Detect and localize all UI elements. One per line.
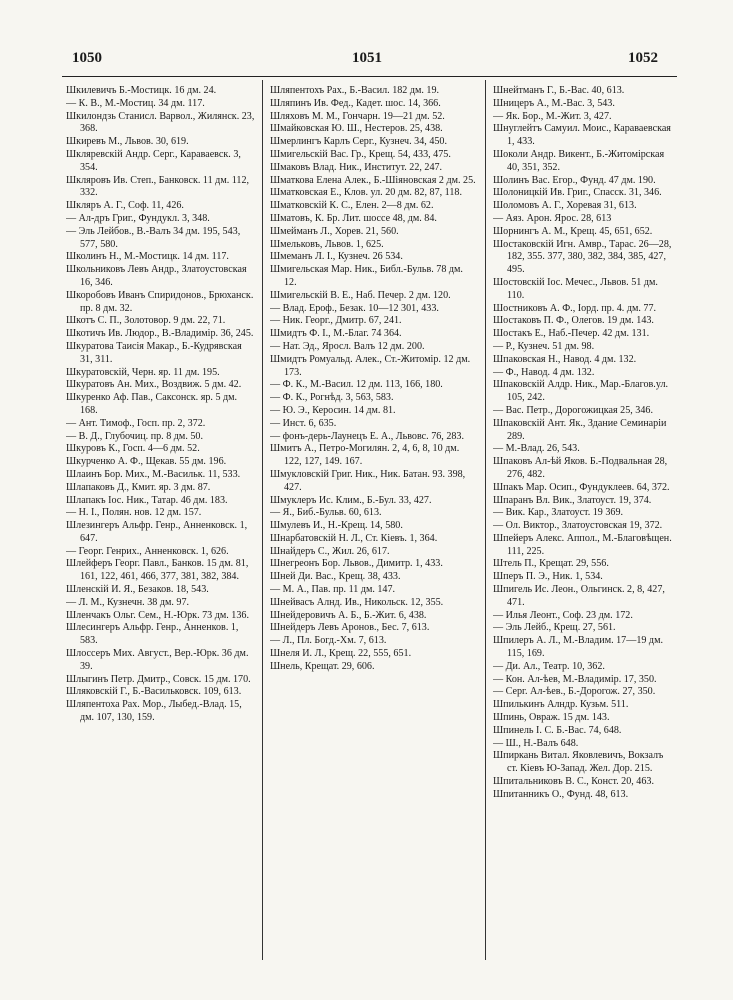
- directory-entry: Шлыгинъ Петр. Дмитр., Совск. 15 дм. 170.: [66, 673, 251, 685]
- directory-entry: Шнейвасъ Алнд. Ив., Никольск. 12, 355.: [270, 596, 444, 608]
- column-divider: [262, 80, 263, 960]
- directory-entry: Шпитальниковъ В. С., Конст. 20, 463.: [493, 776, 654, 788]
- directory-entry: — Ф., Навод. 4 дм. 132.: [493, 366, 595, 378]
- directory-entry: Шматовъ, К. Бр. Лит. шоссе 48, дм. 84.: [270, 212, 437, 224]
- directory-entry: — Инст. 6, 635.: [270, 417, 337, 429]
- directory-entry: Шмаковъ Влад. Ник., Институт. 22, 247.: [270, 161, 443, 173]
- directory-entry: — Нат. Эд., Яросл. Валъ 12 дм. 200.: [270, 340, 425, 352]
- directory-entry: Шлаинъ Бор. Мих., М.-Васильк. 11, 533.: [66, 468, 241, 480]
- directory-entry: — Ф. К., М.-Васил. 12 дм. 113, 166, 180.: [270, 379, 443, 391]
- directory-entry: Шпиркань Витал. Яковлевичъ, Вокзалъ ст. Кіевъ Ю-Запад. Жел. Дор. 215.: [493, 750, 664, 775]
- directory-entry: — Як. Бор., М.-Жит. 3, 427.: [493, 110, 612, 122]
- directory-entry: Шляпентохъ Рах., Б.-Васил. 182 дм. 19.: [270, 85, 440, 96]
- directory-entry: Шпаковская Н., Навод. 4 дм. 132.: [493, 353, 637, 365]
- directory-column-3: [493, 85, 675, 985]
- directory-entry: Шкотъ С. П., Золотовор. 9 дм. 22, 71.: [66, 315, 226, 327]
- directory-entry: Шлапакъ Іос. Ник., Татар. 46 дм. 183.: [66, 494, 228, 506]
- directory-entry: Шмеманъ Л. І., Кузнеч. 26 534.: [270, 251, 403, 263]
- directory-entry: Шпаранъ Вл. Вик., Златоуст. 19, 374.: [493, 494, 652, 506]
- directory-entry: Шкиревъ М., Львов. 30, 619.: [66, 136, 189, 148]
- directory-entry: Шкилевичъ Б.-Мостицк. 16 дм. 24.: [66, 85, 217, 96]
- directory-entry: — Аяз. Арон. Ярос. 28, 613: [493, 212, 612, 224]
- directory-entry: Шкилондзь Станисл. Варвол., Жилянск. 23, 368.: [66, 110, 255, 135]
- directory-entry: — М. А., Пав. пр. 11 дм. 147.: [270, 584, 396, 596]
- directory-entry: Шнарбатовскій Н. Л., Ст. Кіевъ. 1, 364.: [270, 532, 438, 544]
- directory-entry: Шнейтманъ Г., Б.-Вас. 40, 613.: [493, 85, 625, 96]
- directory-entry: Шкурченко А. Ф., Щекав. 55 дм. 196.: [66, 456, 227, 468]
- directory-entry: Шнейдеровичъ А. Б., Б.-Жит. 6, 438.: [270, 609, 427, 621]
- directory-entry: Шкуровъ К., Госп. 4—6 дм. 52.: [66, 443, 200, 455]
- directory-entry: — Вас. Петр., Дорогожицкая 25, 346.: [493, 404, 653, 416]
- directory-entry: — Н. І., Полян. нов. 12 дм. 157.: [66, 507, 202, 519]
- directory-entry: Шлапаковъ Д., Кмит. яр. 3 дм. 87.: [66, 481, 211, 493]
- directory-entry: Шлесингеръ Альфр. Генр., Анненков. 1, 583.: [66, 622, 239, 647]
- column-divider: [485, 80, 486, 960]
- directory-entry: Шкляръ А. Г., Соф. 11, 426.: [66, 200, 184, 212]
- directory-entry: Шнуглейтъ Самуил. Моис., Караваевская 1, 433.: [493, 123, 671, 148]
- directory-entry: Шкуратовъ Ан. Мих., Воздвиж. 5 дм. 42.: [66, 379, 242, 391]
- directory-entry: — Ник. Георг., Дмитр. 67, 241.: [270, 315, 402, 327]
- directory-entry: Шмукловскій Григ. Ник., Ник. Батан. 93. 398, 427.: [270, 468, 466, 493]
- directory-entry: — Л., Пл. Богд.-Хм. 7, 613.: [270, 635, 387, 647]
- directory-entry: Шкотичъ Ив. Людор., В.-Владимір. 36, 245.: [66, 328, 254, 340]
- directory-entry: — Кон. Ал-ѣев, М.-Владимір. 17, 350.: [493, 673, 657, 685]
- directory-entry: Шостаковъ П. Ф., Олегов. 19 дм. 143.: [493, 315, 654, 327]
- page-number-middle: 1051: [352, 50, 382, 66]
- directory-entry: Шляпинъ Ив. Фед., Кадет. шос. 14, 366.: [270, 97, 441, 109]
- directory-entry: Шленчакъ Ольг. Сем., Н.-Юрк. 73 дм. 136.: [66, 609, 249, 621]
- directory-entry: Шолоницкій Ив. Григ., Спасск. 31, 346.: [493, 187, 662, 199]
- directory-entry: Шмерлингъ Карлъ Серг., Кузнеч. 34, 450.: [270, 136, 447, 148]
- directory-entry: Шпаковъ Ал-ѣй Яков. Б.-Подвальная 28, 276, 482.: [493, 456, 668, 480]
- directory-entry: — Ал-дръ Григ., Фундукл. 3, 348.: [66, 212, 210, 224]
- directory-entry: Шкоробовъ Иванъ Спиридонов., Брюханск. пр. 8 дм. 32.: [66, 289, 254, 314]
- directory-entry: Шмидтъ Ф. І., М.-Благ. 74 364.: [270, 328, 402, 340]
- directory-entry: Школьниковъ Левъ Андр., Златоустовская 16, 346.: [66, 264, 247, 288]
- directory-entry: Шкуратова Таисія Макар., Б.-Кудрявская 31, 311.: [66, 340, 242, 365]
- directory-entry: Шпилеръ А. Л., М.-Владим. 17—19 дм. 115, 169.: [493, 635, 663, 660]
- directory-entry: — К. В., М.-Мостиц. 34 дм. 117.: [66, 97, 205, 109]
- directory-entry: Шляховъ М. М., Гончарн. 19—21 дм. 52.: [270, 110, 445, 122]
- directory-entry: Шмулевъ И., Н.-Крещ. 14, 580.: [270, 520, 403, 532]
- directory-entry: — Ю. Э., Керосин. 14 дм. 81.: [270, 404, 396, 416]
- directory-entry: Шостаковскій Игн. Амвр., Тарас. 26—28, 182, 355. 377, 380, 382, 384, 385, 427, 495.: [493, 238, 672, 276]
- directory-entry: — В. Д., Глубочиц. пр. 8 дм. 50.: [66, 430, 203, 442]
- directory-entry: Шницеръ А., М.-Вас. 3, 543.: [493, 97, 615, 109]
- directory-entry: — Л. М., Кузнечн. 38 дм. 97.: [66, 596, 190, 608]
- directory-entry: — фонъ-дерь-Лаунецъ Е. А., Львовс. 76, 283.: [270, 430, 465, 442]
- directory-entry: Шпаковскій Ант. Як., Здание Семинаріи 289.: [493, 417, 667, 442]
- directory-entry: Шостакъ Е., Наб.-Печер. 42 дм. 131.: [493, 328, 650, 340]
- directory-entry: Шостниковъ А. Ф., Іорд. пр. 4. дм. 77.: [493, 302, 657, 314]
- directory-entry: Шпакъ Мар. Осип., Фундуклеев. 64, 372.: [493, 481, 670, 493]
- directory-entry: Шкляревскій Андр. Серг., Караваевск. 3, 354.: [66, 148, 241, 173]
- page-number-left: 1050: [72, 50, 102, 66]
- directory-entry: Шленскій И. Я., Безаков. 18, 543.: [66, 584, 209, 596]
- directory-entry: Шостовскій Іос. Мечес., Львов. 51 дм. 110.: [493, 276, 658, 301]
- directory-entry: Шлейферъ Георг. Павл., Банков. 15 дм. 81, 161, 122, 461, 466, 377, 381, 382, 384.: [66, 558, 249, 583]
- directory-column-1: [66, 85, 256, 985]
- directory-entry: — Влад. Ероф., Безак. 10—12 301, 433.: [270, 302, 439, 314]
- directory-entry: — Эль Лейб., Крещ. 27, 561.: [493, 622, 616, 634]
- directory-entry: Шмигельскій В. Е., Наб. Печер. 2 дм. 120.: [270, 289, 451, 301]
- directory-entry: Шоломовъ А. Г., Хоревая 31, 613.: [493, 200, 637, 212]
- directory-entry: — Ол. Виктор., Златоустовская 19, 372.: [493, 520, 663, 532]
- directory-entry: Школинъ Н., М.-Мостицк. 14 дм. 117.: [66, 251, 229, 263]
- directory-entry: — Р., Кузнеч. 51 дм. 98.: [493, 340, 595, 352]
- directory-entry: Шпинь, Овраж. 15 дм. 143.: [493, 712, 610, 724]
- directory-entry: Шпитанникъ О., Фунд. 48, 613.: [493, 788, 629, 800]
- directory-entry: Шнайдеръ С., Жил. 26, 617.: [270, 545, 390, 557]
- directory-entry: Шпаковскій Алдр. Ник., Мар.-Благов.ул. 105, 242.: [493, 379, 668, 404]
- directory-entry: — Ф. К., Рогнѣд. 3, 563, 583.: [270, 392, 394, 404]
- directory-entry: Шнель, Крещат. 29, 606.: [270, 660, 375, 672]
- directory-entry: Шперъ П. Э., Ник. 1, 534.: [493, 571, 603, 583]
- directory-entry: Шматковскій К. С., Елен. 2—8 дм. 62.: [270, 200, 434, 212]
- directory-entry: Штель П., Крещат. 29, 556.: [493, 558, 609, 570]
- directory-entry: Шпейеръ Алекс. Аппол., М.-Благовѣщен. 111, 225.: [493, 532, 672, 557]
- directory-entry: — Георг. Генрих., Анненковск. 1, 626.: [66, 545, 229, 557]
- directory-column-2: [270, 85, 478, 985]
- directory-entry: Шпилькинъ Алндр. Кузьм. 511.: [493, 699, 629, 711]
- directory-entry: Шмуклеръ Ис. Клим., Б.-Бул. 33, 427.: [270, 494, 432, 506]
- directory-entry: Шкуренко Аф. Пав., Саксонск. яр. 5 дм. 168.: [66, 392, 238, 416]
- directory-entry: Шляпентоха Рах. Мор., Лыбед.-Влад. 15, дм. 107, 130, 159.: [66, 699, 242, 724]
- directory-entry: Шмейманъ Л., Хорев. 21, 560.: [270, 225, 399, 237]
- directory-entry: Шлоссеръ Мих. Август., Вер.-Юрк. 36 дм. 39.: [66, 648, 249, 672]
- directory-entry: — Ди. Ал., Театр. 10, 362.: [493, 660, 605, 672]
- directory-entry: Шмигельская Мар. Ник., Библ.-Бульв. 78 дм. 12.: [270, 264, 463, 288]
- directory-entry: — М.-Влад. 26, 543.: [493, 443, 580, 455]
- directory-entry: — Эль Лейбов., В.-Валъ 34 дм. 195, 543, 577, 580.: [66, 225, 241, 250]
- directory-entry: — Серг. Ал-ѣев., Б.-Дорогож. 27, 350.: [493, 686, 656, 698]
- directory-entry: Шорнингъ А. М., Крещ. 45, 651, 652.: [493, 225, 653, 237]
- directory-entry: Шкляровъ Ив. Степ., Банковск. 11 дм. 112, 332.: [66, 174, 250, 199]
- directory-entry: Шматковская Е., Клов. ул. 20 дм. 82, 87, 118.: [270, 187, 462, 199]
- directory-entry: Шпинель І. С. Б.-Вас. 74, 648.: [493, 724, 622, 736]
- directory-entry: — Я., Биб.-Бульв. 60, 613.: [270, 507, 382, 519]
- directory-entry: — Ант. Тимоф., Госп. пр. 2, 372.: [66, 417, 206, 429]
- directory-entry: Шляковскій Г., Б.-Васильковск. 109, 613.: [66, 686, 242, 698]
- header-rule: [62, 76, 677, 77]
- directory-entry: Шмельковъ, Львов. 1, 625.: [270, 238, 384, 250]
- directory-entry: Шмигельскій Вас. Гр., Крещ. 54, 433, 475.: [270, 148, 451, 160]
- directory-entry: Шоколи Андр. Викент., Б.-Житомірская 40, 351, 352.: [493, 148, 665, 173]
- directory-entry: Шнегреонъ Бор. Львов., Димитр. 1, 433.: [270, 558, 443, 570]
- directory-entry: — Илья Леонт., Соф. 23 дм. 172.: [493, 609, 633, 621]
- directory-entry: Шкуратовскій, Черн. яр. 11 дм. 195.: [66, 366, 220, 378]
- directory-entry: Шмидтъ Ромуальд. Алек., Ст.-Житомір. 12 дм. 173.: [270, 353, 471, 378]
- directory-entry: Шмайковская Ю. Ш., Нестеров. 25, 438.: [270, 123, 443, 135]
- directory-entry: Шолинъ Вас. Егор., Фунд. 47 дм. 190.: [493, 174, 656, 186]
- directory-entry: Шнейдеръ Левъ Аронов., Бес. 7, 613.: [270, 622, 430, 634]
- page-number-right: 1052: [628, 50, 658, 66]
- directory-entry: — Ш., Н.-Валъ 648.: [493, 737, 579, 749]
- directory-entry: Шматкова Елена Алек., Б.-Шіяновская 2 дм. 25.: [270, 174, 476, 186]
- directory-entry: Шнеля И. Л., Крещ. 22, 555, 651.: [270, 648, 412, 660]
- directory-entry: — Вик. Кар., Златоуст. 19 369.: [493, 507, 624, 519]
- directory-entry: Шмитъ А., Петро-Могилян. 2, 4, 6, 8, 10 дм. 122, 127, 149. 167.: [270, 443, 460, 468]
- directory-entry: Шлезингеръ Альфр. Генр., Анненковск. 1, 647.: [66, 520, 248, 544]
- directory-entry: Шпигель Ис. Леон., Ольгинск. 2, 8, 427, 471.: [493, 584, 665, 608]
- directory-entry: Шней Ди. Вас., Крещ. 38, 433.: [270, 571, 401, 583]
